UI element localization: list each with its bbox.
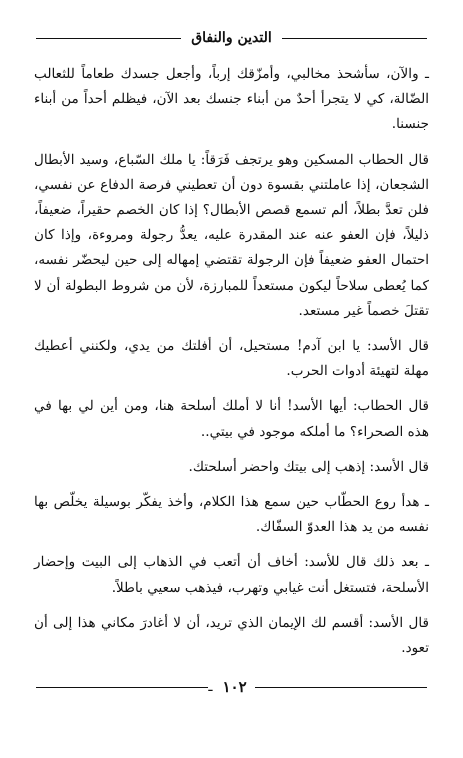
paragraph-7: ـ بعد ذلك قال للأسد: أخاف أن أتعب في الذهاب إلى البيت وإحضار الأسلحة، فتستغل أنت غيابي وتهرب، فيذهب سعيي باطلاً. [34, 554, 429, 596]
paragraph-8: قال الأسد: أقسم لك الإيمان الذي تريد، أن لا أغادرَ مكاني هذا إلى أن تعود. [34, 614, 429, 657]
header-title: التدين والنفاق [191, 30, 272, 46]
header-rule-right [282, 38, 427, 39]
footer-rule-right [255, 687, 427, 688]
running-header [36, 30, 427, 46]
page-footer [36, 678, 427, 696]
paragraph-4: قال الحطاب: أيها الأسد! أنا لا أملك أسلحة هنا، ومن أين لي بها في هذه الصحراء؟ ما أملكه موجود في بيتي.. [34, 398, 429, 440]
paragraph-1: ـ والآن، سأشحذ مخالبي، وأمزّقك إرباً، وأجعل جسدك طعاماً للثعالب الضّالة، كي لا يتجرأ أحدٌ من أبناء جنسك بعد الآن، فيظلم أحداً من أبناء جنسنا. [34, 66, 429, 133]
page-body [34, 62, 429, 671]
footer-rule-left [36, 687, 208, 688]
paragraph-5: قال الأسد: إذهب إلى بيتك واحضر أسلحتك. [188, 458, 429, 475]
header-rule-left [36, 38, 181, 39]
paragraph-2: قال الحطاب المسكين وهو يرتجف فَرَقاً: يا ملك السّباع، وسيد الأبطال الشجعان، إذا عاملتني بقسوة دون أن تعطيني فرصة الدفاع عن نفسي، فلن تعدَّ بطلاً، ألم تسمع قصص الأبطال؟ إذا كان الخصم حقيراً، ضعيفاً، ذليلاً، فإن العفو عنه عند المقدرة عليه، يعدُّ رجولة ومروءة، وإذا كان احتمال العفو ضعيفاً فإن الرجولة تقتضي إمهاله إلى حين ليحضّر نفسه، كما يُعطى سلاحاً ليكون مستعداً للمبارزة، لأن من شروط البطولة أن لا تقتلَ خصماً غير مستعد. [34, 151, 429, 319]
paragraph-6: ـ هدأ روع الحطّاب حين سمع هذا الكلام، وأخذ يفكّر بوسيلة يخلّص بها نفسه من يد هذا العدوّ السفّاك. [34, 494, 429, 536]
paragraph-3: قال الأسد: يا ابن آدم! مستحيل، أن أفلتك من يدي، ولكنني أعطيك مهلة لتهيئة أدوات الحرب. [34, 338, 429, 380]
page-number: ١٠٢ [222, 678, 247, 696]
footer-dash: ـ [208, 679, 213, 695]
